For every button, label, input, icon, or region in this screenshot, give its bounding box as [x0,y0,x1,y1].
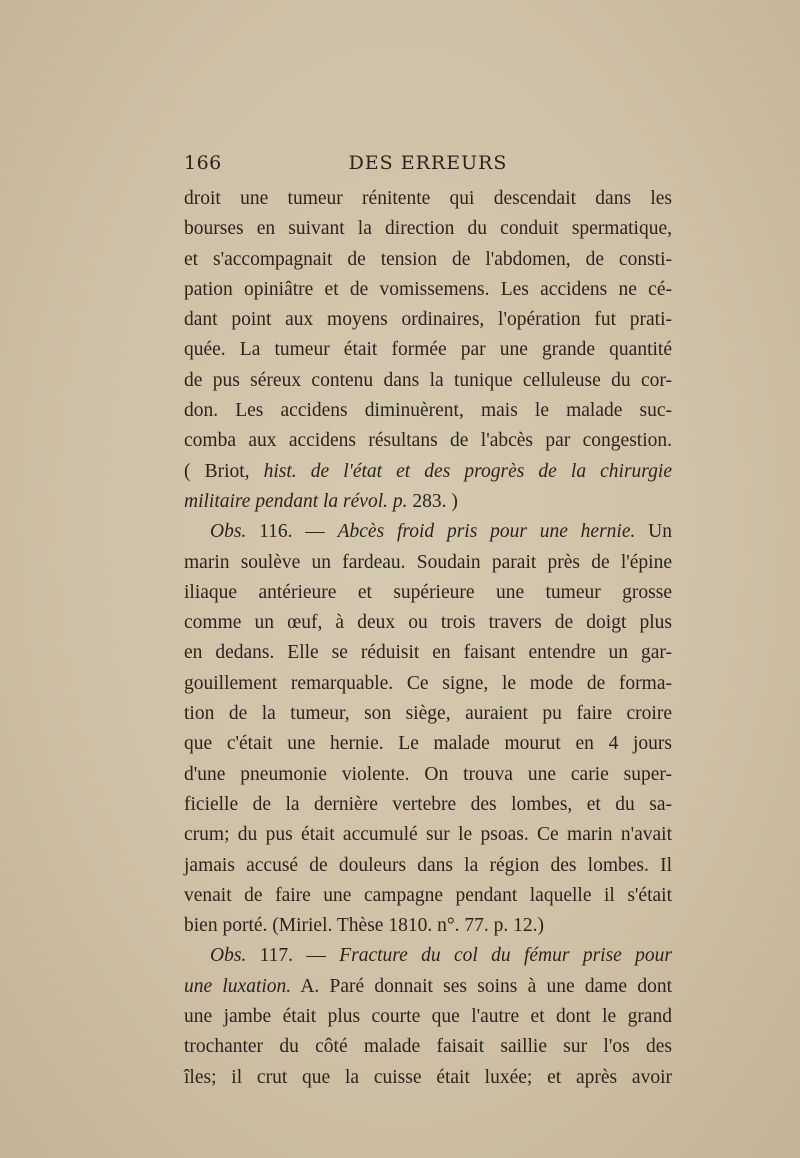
text-line [184,426,672,456]
text-line [184,578,672,608]
italic-text: Obs. [210,521,247,543]
line-text: jamais accusé de douleurs dans la région des lombes. Il [184,854,672,876]
line-text: trochanter du côté malade faisait saillie sur l'os des [184,1036,672,1058]
italic-text: militaire pendant la révol. p. [184,490,408,512]
line-text: en dedans. Elle se réduisit en faisant entendre un gar- [184,642,672,664]
text-line [184,941,672,971]
italic-text: Fracture du col du fémur prise pour [339,945,672,967]
text-line [184,366,672,396]
text-line [184,760,672,790]
italic-text: une luxation. [184,975,292,997]
text-line [184,396,672,426]
text-line [184,1063,672,1093]
text-line [184,517,672,547]
italic-text: Abcès froid pris pour une hernie. [337,521,636,543]
line-text: dant point aux moyens ordinaires, l'opération fut prati- [184,309,672,331]
line-text: comme un œuf, à deux ou trois travers de doigt plus [184,612,672,634]
running-head: DES ERREURS [348,152,508,174]
line-text: 283. ) [407,490,458,512]
line-text: de pus séreux contenu dans la tunique celluleuse du cor- [184,369,672,391]
line-text: îles; il crut que la cuisse était luxée; et après avoir [184,1066,672,1088]
page-number: 166 [184,152,222,174]
text-line [184,669,672,699]
text-line [184,305,672,335]
text-line [184,851,672,881]
line-text: une jambe était plus courte que l'autre et dont le grand [184,1006,672,1028]
text-line [184,1002,672,1032]
text-line [184,548,672,578]
text-line [184,457,672,487]
line-text: ficielle de la dernière vertebre des lombes, et du sa- [184,793,672,815]
italic-text: Obs. [210,945,247,967]
italic-text: hist. de l'état et des progrès de la chirurgie [263,460,672,482]
text-line [184,184,672,214]
line-text: Un [635,521,673,543]
line-text: pation opiniâtre et de vomissemens. Les accidens ne cé- [184,278,672,300]
text-line [184,638,672,668]
body-text [184,184,672,1093]
text-line [184,214,672,244]
line-text: crum; du pus était accumulé sur le psoas. Ce marin n'avait [184,824,672,846]
line-text: venait de faire une campagne pendant laquelle il s'était [184,884,672,906]
line-text: don. Les accidens diminuèrent, mais le malade suc- [184,400,672,422]
line-text: quée. La tumeur était formée par une grande quantité [184,339,672,361]
text-line [184,972,672,1002]
text-line [184,729,672,759]
line-text: bien porté. (Miriel. Thèse 1810. n°. 77. p. 12.) [184,915,544,937]
line-text: bourses en suivant la direction du conduit spermatique, [184,218,672,240]
line-text: que c'était une hernie. Le malade mourut en 4 jours [184,733,672,755]
line-text: iliaque antérieure et supérieure une tumeur grosse [184,581,672,603]
text-line [184,275,672,305]
page-header [184,152,672,180]
text-line [184,699,672,729]
line-text: 116. — [246,521,338,543]
text-line [184,881,672,911]
line-text: A. Paré donnait ses soins à une dame dont [291,975,672,997]
text-line [184,245,672,275]
line-text: et s'accompagnait de tension de l'abdomen, de consti- [184,248,672,270]
text-line [184,335,672,365]
line-text: d'une pneumonie violente. On trouva une carie super- [184,763,672,785]
line-text: comba aux accidens résultans de l'abcès par congestion. [184,430,672,452]
text-line [184,1032,672,1062]
text-line [184,911,672,941]
text-line [184,487,672,517]
line-text: ( Briot, [184,460,264,482]
line-text: marin soulève un fardeau. Soudain parait près de l'épine [184,551,672,573]
line-text: tion de la tumeur, son siège, auraient pu faire croire [184,703,672,725]
text-line [184,790,672,820]
line-text: gouillement remarquable. Ce signe, le mode de forma- [184,672,672,694]
text-line [184,820,672,850]
line-text: 117. — [246,945,340,967]
line-text: droit une tumeur rénitente qui descendait dans les [184,188,672,209]
text-line [184,608,672,638]
